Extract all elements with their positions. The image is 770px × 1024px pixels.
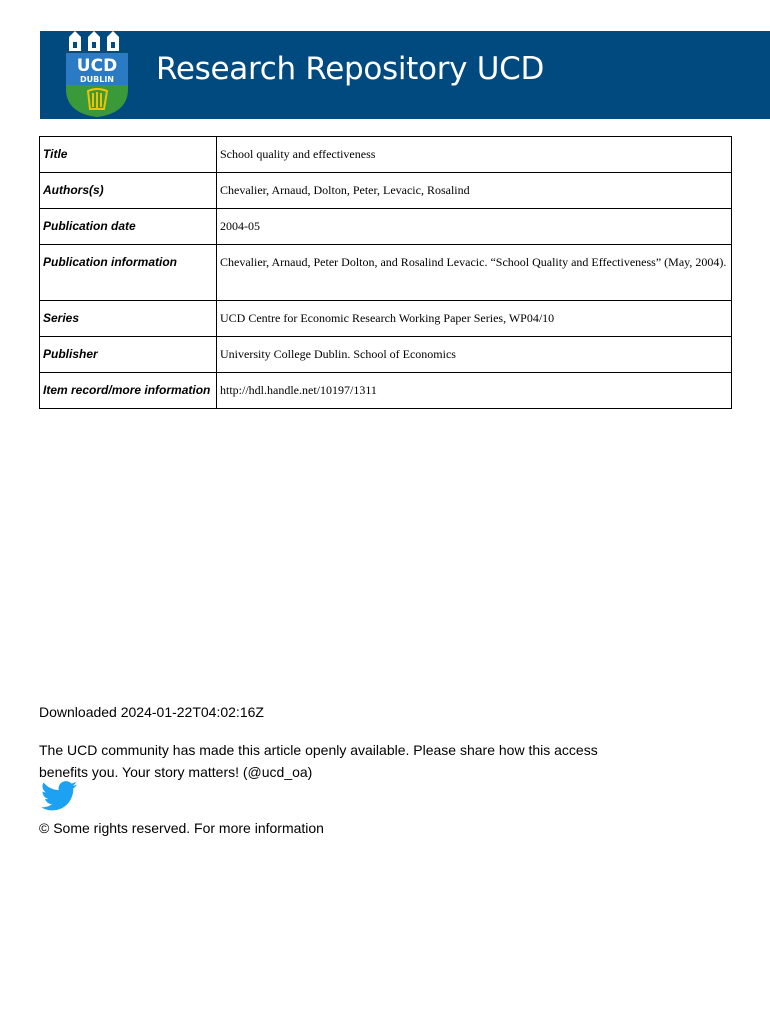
- logo-dublin-text: DUBLIN: [79, 75, 115, 84]
- table-row: [40, 173, 732, 209]
- table-row: [40, 373, 732, 409]
- table-row: [40, 137, 732, 173]
- download-timestamp: Downloaded 2024-01-22T04:02:16Z: [39, 704, 264, 720]
- table-row: [40, 209, 732, 245]
- community-line-2[interactable]: benefits you. Your story matters! (@ucd_oa): [39, 764, 313, 780]
- item-record-link[interactable]: http://hdl.handle.net/10197/1311: [217, 373, 732, 409]
- publisher-label: Publisher: [40, 337, 217, 373]
- publisher-value: University College Dublin. School of Economics: [217, 337, 732, 373]
- publication-information-label: Publication information: [40, 245, 217, 301]
- table-row: [40, 245, 732, 301]
- ucd-logo: [64, 31, 132, 117]
- record-metadata-table: [39, 136, 732, 409]
- title-value: School quality and effectiveness: [217, 137, 732, 173]
- table-row: [40, 301, 732, 337]
- authors-value: Chevalier, Arnaud, Dolton, Peter, Levacic, Rosalind: [217, 173, 732, 209]
- twitter-bird-icon[interactable]: [41, 781, 77, 811]
- item-record-label: Item record/more information: [40, 373, 217, 409]
- publication-date-label: Publication date: [40, 209, 217, 245]
- title-label: Title: [40, 137, 217, 173]
- publication-date-value: 2004-05: [217, 209, 732, 245]
- series-label: Series: [40, 301, 217, 337]
- community-statement: [39, 739, 639, 783]
- authors-label: Authors(s): [40, 173, 217, 209]
- publication-information-value: Chevalier, Arnaud, Peter Dolton, and Rosalind Levacic. “School Quality and Effectiveness” (May, 2004).: [217, 245, 732, 301]
- rights-statement[interactable]: © Some rights reserved. For more information: [39, 820, 324, 836]
- logo-ucd-text: UCD: [76, 56, 118, 76]
- repository-banner: [40, 31, 770, 119]
- table-row: [40, 337, 732, 373]
- repository-title: Research Repository UCD: [156, 51, 545, 87]
- series-value: UCD Centre for Economic Research Working Paper Series, WP04/10: [217, 301, 732, 337]
- community-line-1[interactable]: The UCD community has made this article openly available. Please share how this access: [39, 742, 598, 758]
